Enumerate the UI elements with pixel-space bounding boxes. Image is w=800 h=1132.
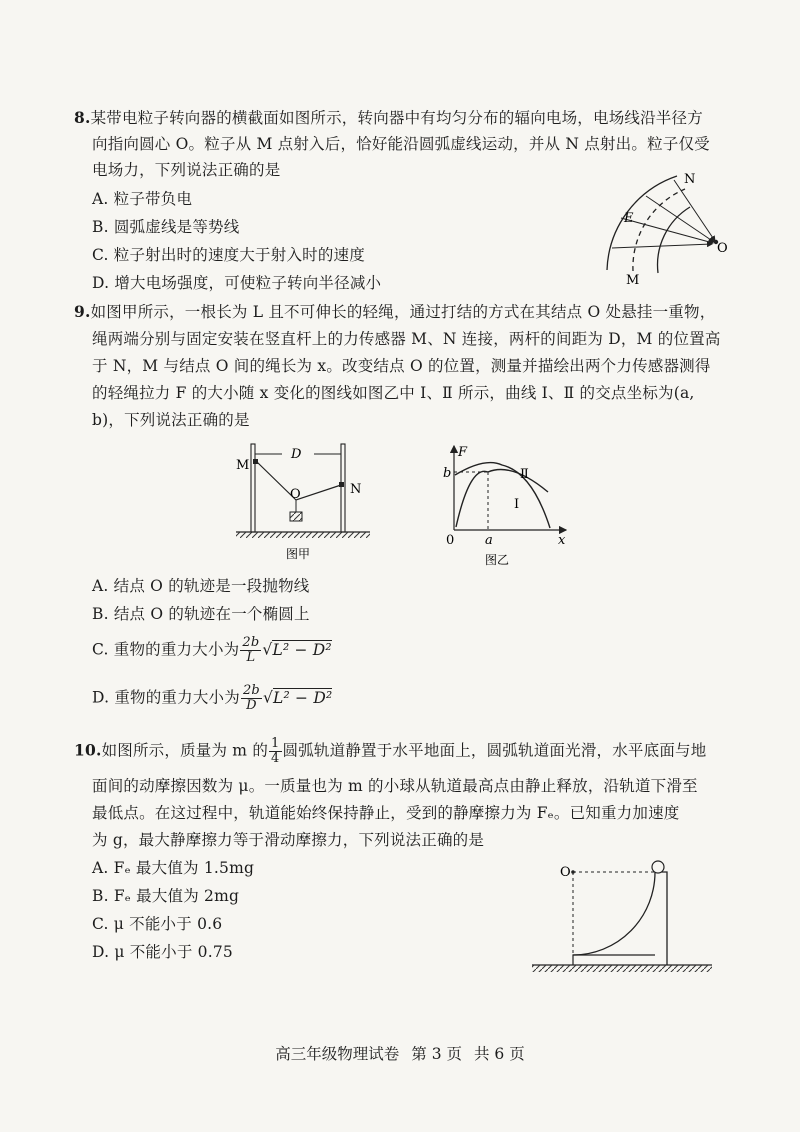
q9-figure-a <box>228 436 378 564</box>
q9-option-a: A. 结点 O 的轨迹是一段抛物线 <box>92 577 310 595</box>
q10-option-a: A. Fₑ 最大值为 1.5mg <box>92 859 255 877</box>
q9b-caption: 图乙 <box>485 553 510 567</box>
q9b-label-f: F <box>458 445 468 460</box>
q8-option-a: A. 粒子带负电 <box>92 190 193 208</box>
q9-number: 9. <box>74 302 91 321</box>
q9b-label-ii: Ⅱ <box>520 467 529 482</box>
q9b-label-a: a <box>485 533 493 548</box>
q10-stem-line1: 10.如图所示，质量为 m 的 $\frac{1}{4}$ 圆弧轨道静置于水平地面上，圆弧轨道面光滑，水平底面与地 <box>74 736 707 766</box>
q8-option-d: D. 增大电场强度，可使粒子转向半径减小 <box>92 274 382 292</box>
q9a-label-d: D <box>291 447 302 462</box>
q10-stem-line2: 面间的动摩擦因数为 μ。一质量也为 m 的小球从轨道最高点由静止释放，沿轨道下滑至 <box>92 777 698 795</box>
q8-option-c: C. 粒子射出时的速度大于射入时的速度 <box>92 246 365 264</box>
q9-stem-line5: b)，下列说法正确的是 <box>92 411 250 429</box>
q9a-caption: 图甲 <box>286 547 311 561</box>
q9-figure-b <box>440 440 575 568</box>
q9-stem-line2: 绳两端分别与固定安装在竖直杆上的力传感器 M、N 连接，两杆的间距为 D，M 的位置高 <box>92 330 721 348</box>
q8-stem-line3: 电场力，下列说法正确的是 <box>92 161 281 179</box>
footer-page: 第 3 页 <box>411 1045 462 1063</box>
q8-label-m: M <box>626 273 640 288</box>
q9b-label-b: b <box>443 466 452 481</box>
q8-stem-line2: 向指向圆心 O。粒子从 M 点射入后，恰好能沿圆弧虚线运动，并从 N 点射出。粒子仅受 <box>92 135 710 153</box>
q10-option-d: D. μ 不能小于 0.75 <box>92 943 233 961</box>
q10-number: 10. <box>74 740 102 760</box>
q9-option-c-radical: √L² − D² <box>262 640 332 659</box>
q8-stem-line1: 8.某带电粒子转向器的横截面如图所示，转向器中有均匀分布的辐向电场，电场线沿半径方 <box>74 108 703 127</box>
q8-option-b: B. 圆弧虚线是等势线 <box>92 218 240 236</box>
q10-option-b: B. Fₑ 最大值为 2mg <box>92 887 240 905</box>
q10-stem-line4: 为 g，最大静摩擦力等于滑动摩擦力，下列说法正确的是 <box>92 831 485 849</box>
q10-stem-line3: 最低点。在这过程中，轨道能始终保持静止，受到的静摩擦力为 Fₑ。已知重力加速度 <box>92 804 680 822</box>
q9-stem-line3: 于 N，M 与结点 O 间的绳长为 x。改变结点 O 的位置，测量并描绘出两个力传感器测得 <box>92 357 711 375</box>
q9b-label-i: Ⅰ <box>514 497 520 512</box>
q8-label-o: O <box>717 241 728 256</box>
q9-option-c: C. 重物的重力大小为 $\frac{2b}{L}$ √L² − D² <box>92 635 332 665</box>
footer-title: 高三年级物理试卷 <box>275 1045 400 1063</box>
q10-label-o: O <box>560 865 571 880</box>
q9-stem-line4: 的轻绳拉力 F 的大小随 x 变化的图线如图乙中 Ⅰ、Ⅱ 所示，曲线 Ⅰ、Ⅱ 的交点坐标为(a, <box>92 384 695 402</box>
footer-total: 共 6 页 <box>474 1045 525 1063</box>
q10-quarter-fraction: $\frac{1}{4}$ <box>271 736 280 766</box>
q10-track-figure <box>530 855 715 980</box>
q9-option-d: D. 重物的重力大小为 $\frac{2b}{D}$ √L² − D² <box>92 683 333 713</box>
q9b-label-x: x <box>558 533 566 548</box>
q8-number: 8. <box>74 108 91 127</box>
q8-deflector-figure <box>600 160 728 290</box>
q9-stem-line1: 9.如图甲所示，一根长为 L 且不可伸长的轻绳，通过打结的方式在其结点 O 处悬挂一重物， <box>74 302 716 321</box>
q9a-label-o: O <box>290 487 301 502</box>
q9a-label-n: N <box>350 482 362 497</box>
q9-option-b: B. 结点 O 的轨迹在一个椭圆上 <box>92 605 310 623</box>
q9a-label-m: M <box>236 458 250 473</box>
q9-option-c-fraction: $\frac{2b}{L}$ <box>242 635 260 665</box>
q8-label-n: N <box>684 172 696 187</box>
q9b-label-zero: 0 <box>446 533 455 548</box>
q8-label-e: E <box>624 211 634 226</box>
q9-option-d-radical: √L² − D² <box>262 688 333 707</box>
q9-option-d-fraction: $\frac{2b}{D}$ <box>242 683 260 713</box>
page-footer <box>0 1042 800 1064</box>
q10-option-c: C. μ 不能小于 0.6 <box>92 915 223 933</box>
